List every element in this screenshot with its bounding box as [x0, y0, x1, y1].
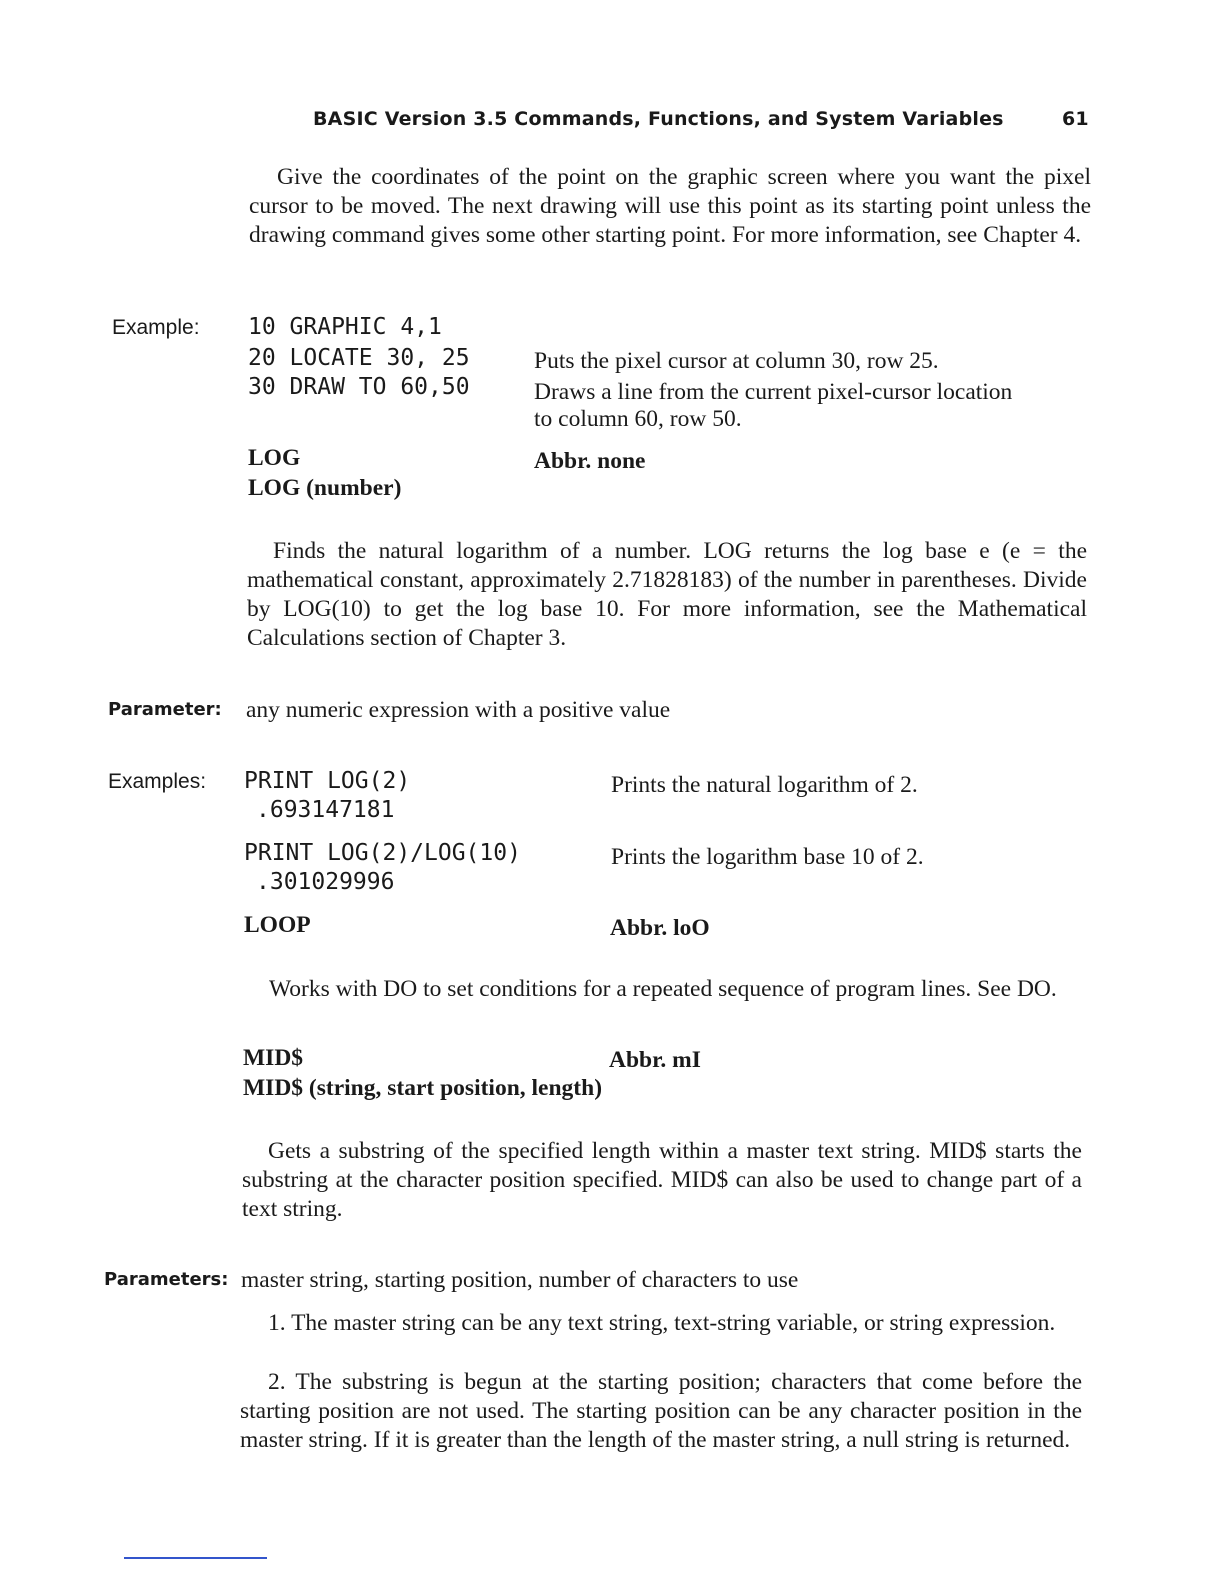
page-number: 61 [1062, 108, 1089, 130]
example-comment: Puts the pixel cursor at column 30, row 25. [534, 348, 939, 374]
loop-keyword: LOOP [244, 912, 311, 938]
parameter-item: 2. The substring is begun at the starting position; characters that come before the starting position are not used. The starting position can be any character position in the master string. If it is greater than the length of the master string, a null string is returned. [240, 1369, 1082, 1453]
mid-abbreviation: Abbr. mI [609, 1047, 701, 1073]
mid-description: Gets a substring of the specified length within a master text string. MID$ starts the substring at the character position specified. MID$ can also be used to change part of a text string. [242, 1138, 1082, 1222]
parameter-item: 1. The master string can be any text string, text-string variable, or string expression. [268, 1310, 1056, 1336]
example-code-line: PRINT LOG(2) [244, 768, 411, 794]
mid-keyword: MID$ [243, 1045, 304, 1071]
loop-description: Works with DO to set conditions for a repeated sequence of program lines. See DO. [269, 976, 1057, 1002]
mid-syntax: MID$ (string, start position, length) [243, 1075, 603, 1101]
intro-paragraph: Give the coordinates of the point on the graphic screen where you want the pixel cursor to be moved. The next drawing will use this point as its starting point unless the drawing command gives some other starting point. For more information, see Chapter 4. [249, 164, 1091, 248]
parameter-label: Parameter: [108, 699, 222, 720]
example-label: Example: [112, 316, 200, 339]
example-comment: Prints the natural logarithm of 2. [611, 772, 918, 798]
loop-abbreviation: Abbr. loO [610, 915, 710, 941]
example-code-line: 20 LOCATE 30, 25 [248, 345, 470, 371]
example-code-line: 10 GRAPHIC 4,1 [248, 314, 442, 340]
log-description: Finds the natural logarithm of a number. LOG returns the log base e (e = the mathematical constant, approximately 2.71828183) of the number in parentheses. Divide by LOG(10) to get the log base 10. For more information, see the Mathematical Calculations section of Chapter 3. [247, 538, 1087, 651]
parameter-text: any numeric expression with a positive value [246, 697, 671, 723]
log-keyword: LOG [248, 445, 301, 471]
example-comment: Draws a line from the current pixel-cursor location [534, 379, 1013, 405]
footer-rule [124, 1557, 267, 1559]
log-abbreviation: Abbr. none [534, 448, 646, 474]
example-comment: to column 60, row 50. [534, 406, 742, 432]
example-comment: Prints the logarithm base 10 of 2. [611, 844, 924, 870]
examples-label: Examples: [108, 770, 207, 793]
log-syntax: LOG (number) [248, 475, 402, 501]
example-result: .301029996 [256, 869, 395, 895]
parameters-label: Parameters: [104, 1269, 229, 1290]
example-result: .693147181 [256, 797, 395, 823]
running-header-title: BASIC Version 3.5 Commands, Functions, and System Variables [313, 108, 1004, 130]
example-code-line: PRINT LOG(2)/LOG(10) [244, 840, 521, 866]
example-code-line: 30 DRAW TO 60,50 [248, 374, 470, 400]
parameters-text: master string, starting position, number of characters to use [241, 1267, 799, 1293]
